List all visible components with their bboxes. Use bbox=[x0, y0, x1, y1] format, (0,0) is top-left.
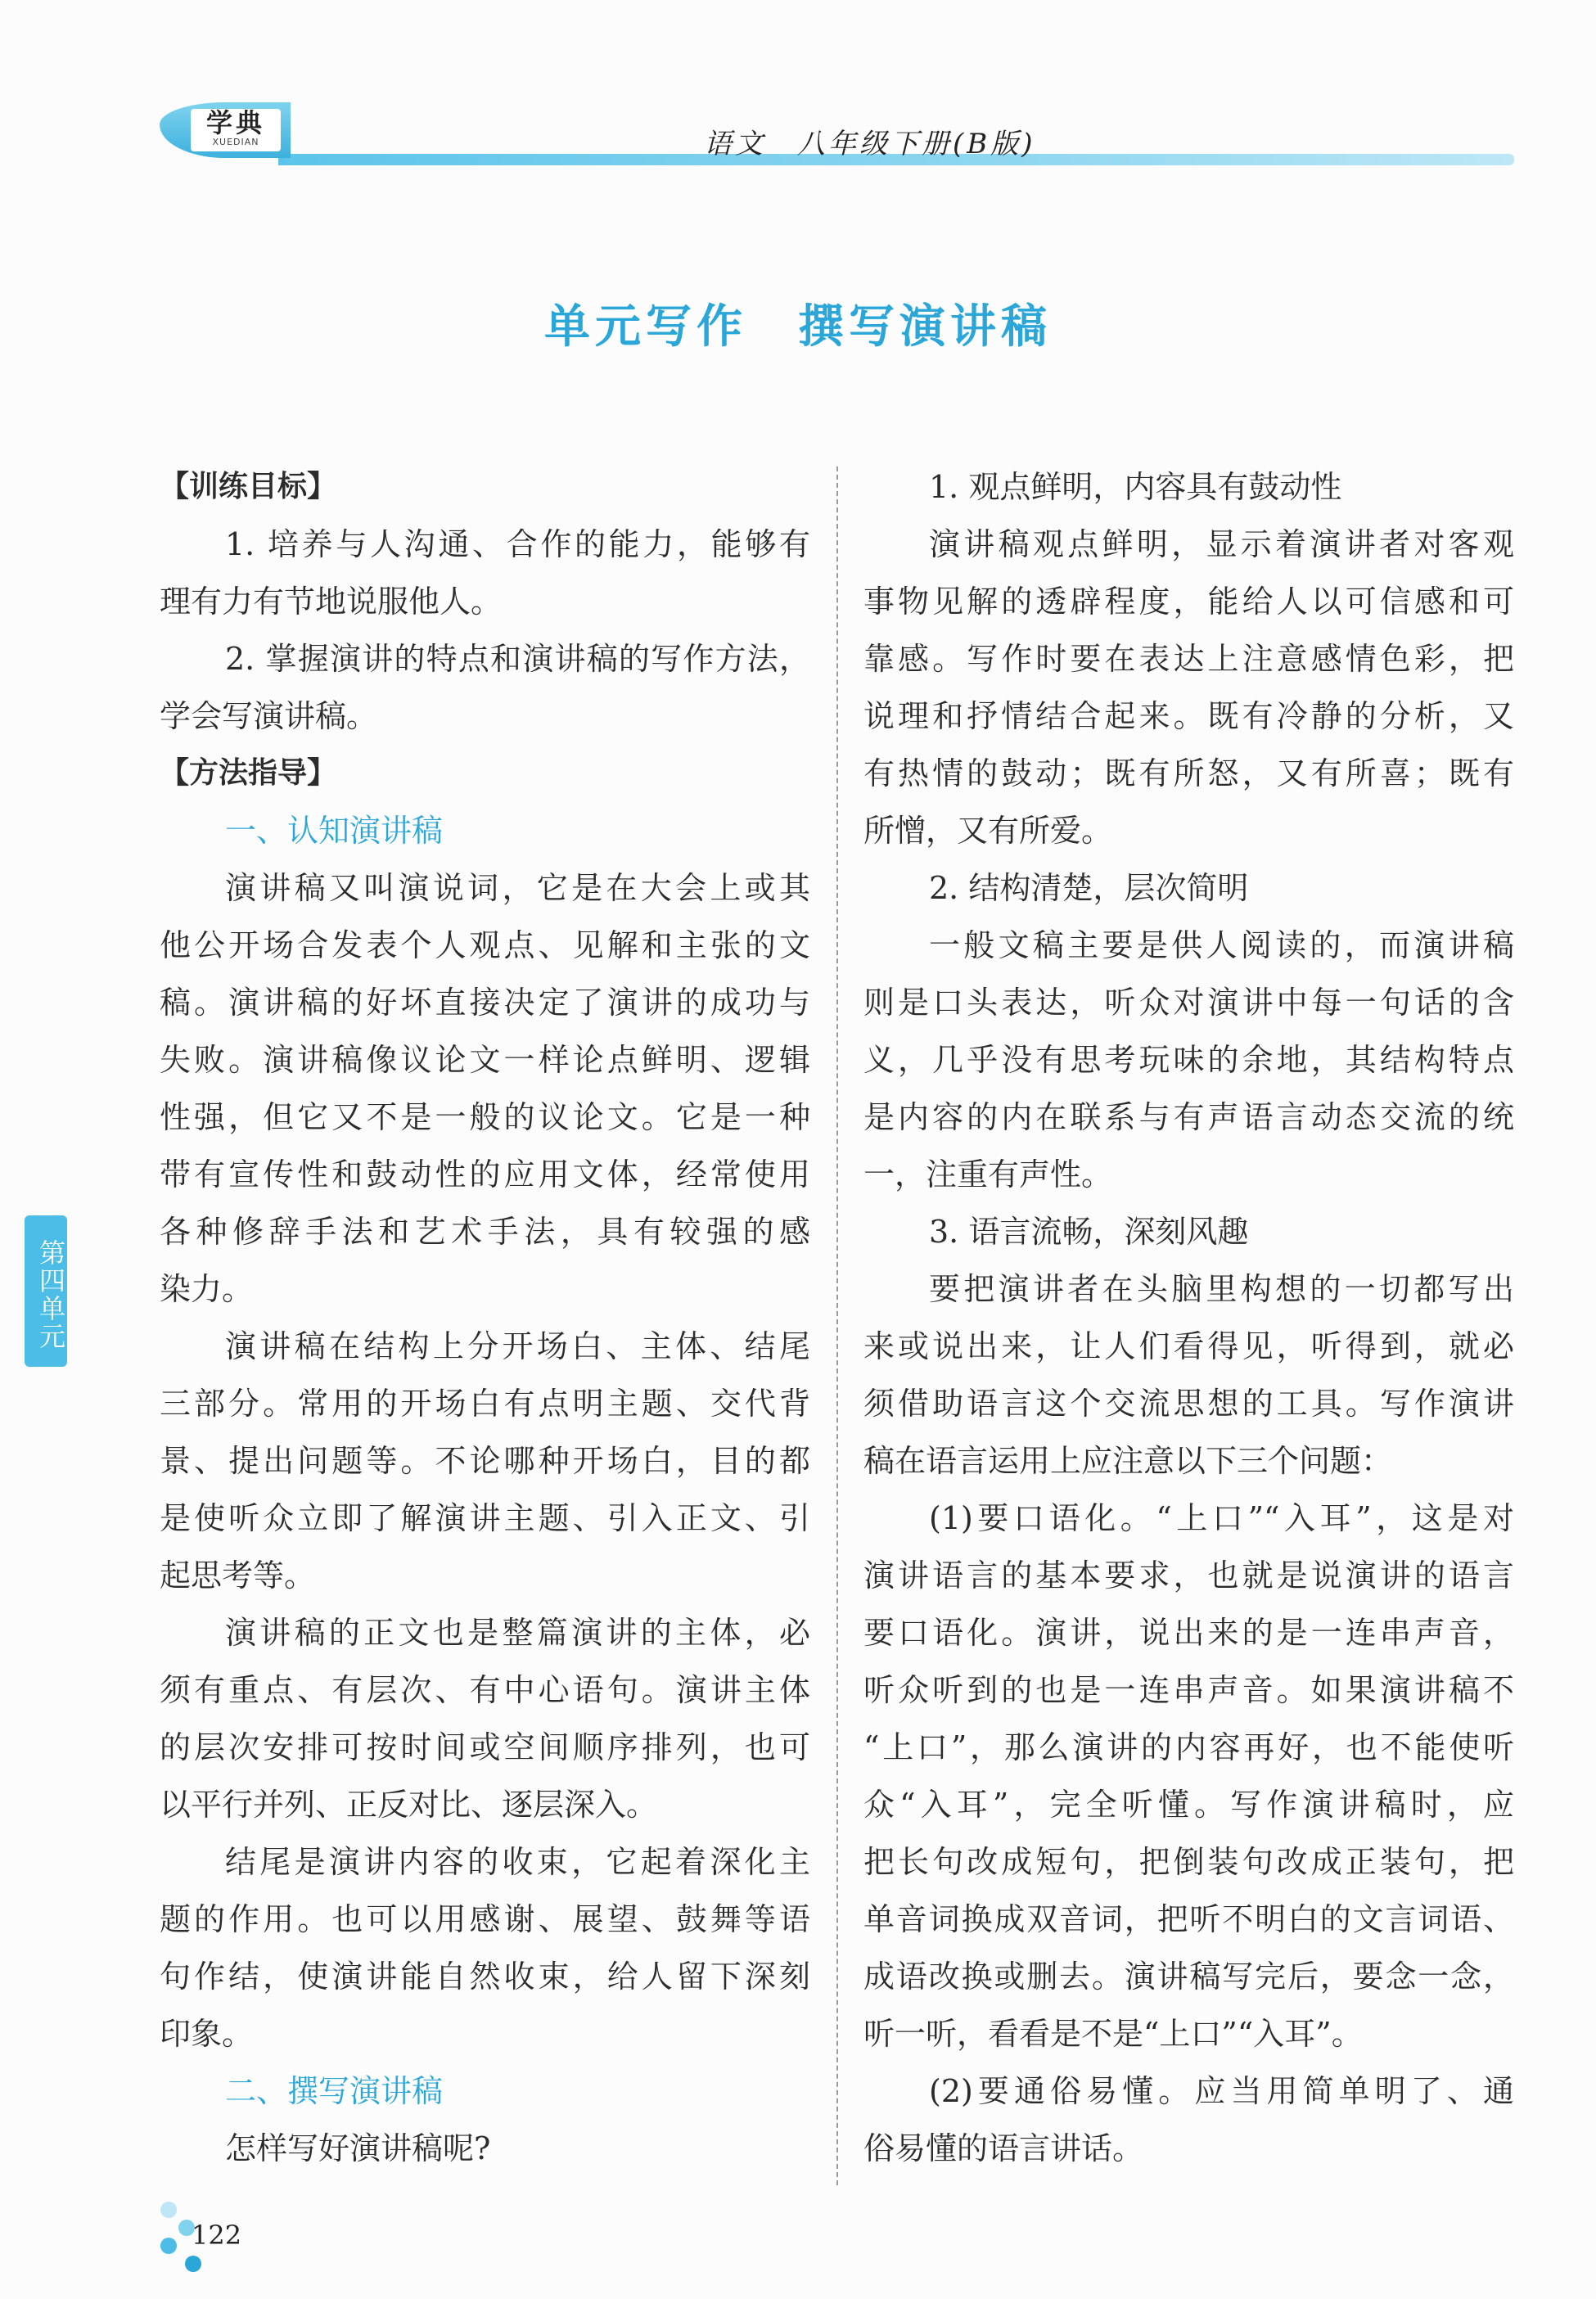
text-line: 性强，但它又不是一般的议论文。它是一种 bbox=[160, 1099, 810, 1135]
text-line: 理有力有节地说服他人。 bbox=[160, 584, 503, 620]
text-line: 2. 结构清楚，层次简明 bbox=[929, 870, 1249, 906]
book-title: 语文 八年级下册(B版) bbox=[704, 128, 1036, 160]
dot-icon bbox=[160, 2202, 177, 2218]
text-line: 要把演讲者在头脑里构想的一切都写出 bbox=[929, 1271, 1514, 1307]
text-line: 演讲稿在结构上分开场白、主体、结尾 bbox=[225, 1328, 810, 1364]
text-line: 三部分。常用的开场白有点明主题、交代背 bbox=[160, 1386, 810, 1422]
text-line: 有热情的鼓动；既有所怒，又有所喜；既有 bbox=[863, 755, 1514, 791]
text-line: 怎样写好演讲稿呢? bbox=[225, 2130, 491, 2166]
text-line: 学会写演讲稿。 bbox=[160, 698, 378, 734]
text-line: 是内容的内在联系与有声语言动态交流的统 bbox=[863, 1099, 1514, 1135]
text-line: 说理和抒情结合起来。既有冷静的分析，又 bbox=[863, 698, 1514, 734]
dot-icon bbox=[160, 2238, 177, 2254]
text-line: 1. 培养与人沟通、合作的能力，能够有 bbox=[225, 526, 810, 562]
text-line: (2)要通俗易懂。应当用简单明了、通 bbox=[929, 2073, 1514, 2109]
text-line: 事物见解的透辟程度，能给人以可信感和可 bbox=[863, 584, 1514, 620]
text-line: 印象。 bbox=[160, 2016, 254, 2052]
text-line: 结尾是演讲内容的收束，它起着深化主 bbox=[225, 1844, 810, 1880]
text-line: 1. 观点鲜明，内容具有鼓动性 bbox=[929, 469, 1342, 505]
text-line: 演讲语言的基本要求，也就是说演讲的语言 bbox=[863, 1557, 1514, 1594]
text-line: 一般文稿主要是供人阅读的，而演讲稿 bbox=[929, 927, 1514, 963]
page-number: 122 bbox=[192, 2220, 242, 2251]
text-line: 把长句改成短句，把倒装句改成正装句，把 bbox=[863, 1844, 1514, 1880]
section-heading: 二、撰写演讲稿 bbox=[225, 2073, 444, 2109]
section-label: 【方法指导】 bbox=[160, 756, 337, 790]
page-header bbox=[0, 0, 1596, 196]
text-line: 演讲稿又叫演说词，它是在大会上或其 bbox=[225, 870, 810, 906]
right-column bbox=[863, 458, 1514, 2177]
text-line: 演讲稿观点鲜明，显示着演讲者对客观 bbox=[929, 526, 1514, 562]
text-line: 3. 语言流畅，深刻风趣 bbox=[929, 1214, 1249, 1250]
column-divider bbox=[836, 467, 838, 2185]
text-line: 他公开场合发表个人观点、见解和主张的文 bbox=[160, 927, 810, 963]
text-line: 景、提出问题等。不论哪种开场白，目的都 bbox=[160, 1443, 810, 1479]
text-line: 题的作用。也可以用感谢、展望、鼓舞等语 bbox=[160, 1901, 810, 1937]
text-line: 一，注重有声性。 bbox=[863, 1156, 1113, 1192]
text-line: 演讲稿的正文也是整篇演讲的主体，必 bbox=[225, 1615, 810, 1651]
logo-sub-text: XUEDIAN bbox=[212, 137, 259, 147]
text-line: 染力。 bbox=[160, 1271, 254, 1307]
text-line: 稿在语言运用上应注意以下三个问题： bbox=[863, 1443, 1393, 1479]
text-line: 失败。演讲稿像议论文一样论点鲜明、逻辑 bbox=[160, 1042, 810, 1078]
text-line: 成语改换或删去。演讲稿写完后，要念一念， bbox=[863, 1959, 1514, 1995]
dot-icon bbox=[185, 2256, 201, 2272]
text-line: 俗易懂的语言讲话。 bbox=[863, 2130, 1144, 2166]
text-line: 众“入耳”，完全听懂。写作演讲稿时，应 bbox=[863, 1787, 1514, 1823]
text-line: 稿。演讲稿的好坏直接决定了演讲的成功与 bbox=[160, 985, 810, 1021]
section-heading: 一、认知演讲稿 bbox=[225, 813, 444, 849]
page-title: 单元写作 撰写演讲稿 bbox=[544, 300, 1052, 354]
publisher-logo bbox=[160, 102, 291, 158]
left-column bbox=[160, 458, 810, 2177]
text-line: 所憎，又有所爱。 bbox=[863, 813, 1113, 849]
text-line: 听众听到的也是一连串声音。如果演讲稿不 bbox=[863, 1672, 1514, 1708]
text-line: 各种修辞手法和艺术手法，具有较强的感 bbox=[160, 1214, 810, 1250]
section-label: 【训练目标】 bbox=[160, 470, 337, 503]
text-line: 以平行并列、正反对比、逐层深入。 bbox=[160, 1787, 658, 1823]
text-line: 来或说出来，让人们看得见，听得到，就必 bbox=[863, 1328, 1514, 1364]
text-line: 须有重点、有层次、有中心语句。演讲主体 bbox=[160, 1672, 810, 1708]
logo-badge bbox=[191, 109, 281, 151]
text-line: “上口”，那么演讲的内容再好，也不能使听 bbox=[863, 1729, 1514, 1765]
text-line: 要口语化。演讲，说出来的是一连串声音， bbox=[863, 1615, 1514, 1651]
text-line: 带有宣传性和鼓动性的应用文体，经常使用 bbox=[160, 1156, 810, 1192]
text-line: (1)要口语化。“上口”“入耳”，这是对 bbox=[929, 1500, 1514, 1536]
logo-main-text: 学典 bbox=[205, 107, 265, 138]
text-line: 句作结，使演讲能自然收束，给人留下深刻 bbox=[160, 1959, 810, 1995]
text-line: 义，几乎没有思考玩味的余地，其结构特点 bbox=[863, 1042, 1514, 1078]
text-line: 起思考等。 bbox=[160, 1557, 316, 1594]
text-line: 是使听众立即了解演讲主题、引入正文、引 bbox=[160, 1500, 810, 1536]
text-line: 须借助语言这个交流思想的工具。写作演讲 bbox=[863, 1386, 1514, 1422]
text-line: 听一听，看看是不是“上口”“入耳”。 bbox=[863, 2016, 1363, 2052]
text-line: 靠感。写作时要在表达上注意感情色彩，把 bbox=[863, 641, 1514, 677]
unit-side-tab: 第四单元 bbox=[25, 1215, 67, 1367]
text-line: 单音词换成双音词，把听不明白的文言词语、 bbox=[863, 1901, 1514, 1937]
text-line: 则是口头表达，听众对演讲中每一句话的含 bbox=[863, 985, 1514, 1021]
text-line: 的层次安排可按时间或空间顺序排列，也可 bbox=[160, 1729, 810, 1765]
text-line: 2. 掌握演讲的特点和演讲稿的写作方法， bbox=[225, 641, 810, 677]
